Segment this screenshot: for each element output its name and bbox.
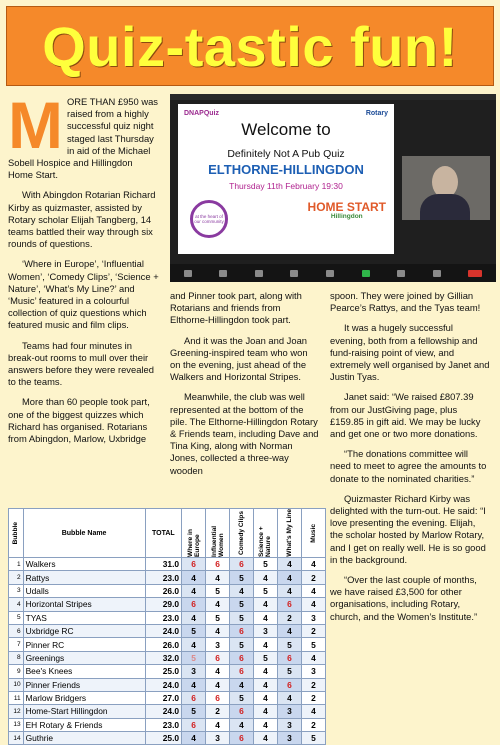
michael-sobell-logo: at the heart of our community [190, 200, 228, 238]
round-score: 4 [206, 665, 230, 678]
total-score: 23.0 [145, 718, 181, 731]
round-score: 3 [277, 718, 301, 731]
bubble-name: Marlow Bridgers [23, 691, 145, 704]
mute-icon[interactable] [184, 270, 192, 277]
score-table [8, 508, 326, 745]
round-score: 4 [253, 678, 277, 691]
total-score: 25.0 [145, 665, 181, 678]
table-row [9, 638, 326, 651]
rotary-logo: Rotary [365, 110, 388, 117]
round-score: 6 [230, 705, 254, 718]
round-score: 5 [253, 558, 277, 571]
round-score: 6 [277, 598, 301, 611]
round-score: 6 [182, 691, 206, 704]
round-score: 5 [182, 651, 206, 664]
total-score: 23.0 [145, 611, 181, 624]
table-row [9, 571, 326, 584]
total-score: 25.0 [145, 732, 181, 745]
round-score: 4 [301, 651, 325, 664]
table-header-row [9, 509, 326, 558]
article-column-2 [170, 290, 320, 485]
reactions-icon[interactable] [433, 270, 441, 277]
round-score: 5 [301, 732, 325, 745]
total-score: 29.0 [145, 598, 181, 611]
security-icon[interactable] [255, 270, 263, 277]
round-score: 5 [253, 651, 277, 664]
bubble-name: EH Rotary & Friends [23, 718, 145, 731]
bubble-name: Pinner RC [23, 638, 145, 651]
round-score: 6 [230, 624, 254, 637]
header-round: Music [301, 509, 325, 558]
round-score: 4 [253, 665, 277, 678]
round-score: 3 [301, 611, 325, 624]
bubble-number: 1 [9, 558, 24, 571]
bubble-number: 3 [9, 584, 24, 597]
round-score: 4 [206, 571, 230, 584]
total-score: 24.0 [145, 624, 181, 637]
round-score: 2 [277, 611, 301, 624]
paragraph: With Abingdon Rotarian Richard Kirby as quizmaster, assisted by Rotary scholar Elijah Tangberg, 14 teams battled their way through six rounds of questions. [8, 189, 156, 250]
round-score: 6 [230, 665, 254, 678]
slide-club-name: ELTHORNE-HILLINGDON [208, 162, 364, 177]
leave-button[interactable] [468, 270, 482, 277]
round-score: 2 [301, 718, 325, 731]
bubble-number: 2 [9, 571, 24, 584]
paragraph: Teams had four minutes in break-out rooms to mull over their answers before they were revealed to the teams. [8, 339, 154, 388]
round-score: 4 [277, 691, 301, 704]
round-score: 5 [206, 611, 230, 624]
round-score: 5 [277, 665, 301, 678]
paragraph: Janet said: “We raised £807.39 from our JustGiving page, plus £159.85 in gift aid. We may be lucky and get one or two more donations. [330, 391, 481, 440]
table-row [9, 558, 326, 571]
round-score: 5 [230, 598, 254, 611]
paragraph: “Over the last couple of months, we have raised £3,500 for other organisations, including Rotary, church, and the Women’s Institute.” [330, 574, 478, 622]
round-score: 4 [206, 598, 230, 611]
video-icon[interactable] [219, 270, 227, 277]
slide-welcome: Welcome to [241, 120, 331, 139]
table-row [9, 732, 326, 745]
round-score: 5 [230, 571, 254, 584]
lead-text: was raised from a highly successful quiz night staged last Thursday in aid of the Michael Sobell Hospice and Hillingdon Home Start. [8, 96, 158, 181]
round-score: 3 [277, 732, 301, 745]
table-row [9, 665, 326, 678]
round-score: 3 [206, 732, 230, 745]
bubble-number: 12 [9, 705, 24, 718]
dnap-quiz-logo: DNAPQuiz [184, 110, 219, 117]
round-score: 6 [230, 558, 254, 571]
table-row [9, 718, 326, 731]
paragraph: and Pinner took part, along with Rotarians and friends from Elthorne-Hillingdon took part. [170, 290, 302, 326]
record-icon[interactable] [397, 270, 405, 277]
drop-cap: M [8, 88, 63, 162]
header-round: Comedy Clips [230, 509, 254, 558]
round-score: 6 [182, 718, 206, 731]
round-score: 2 [301, 624, 325, 637]
round-score: 4 [277, 558, 301, 571]
chat-icon[interactable] [326, 270, 334, 277]
round-score: 4 [253, 571, 277, 584]
round-score: 6 [206, 651, 230, 664]
round-score: 4 [253, 638, 277, 651]
round-score: 2 [301, 678, 325, 691]
paragraph: ‘Where in Europe’, ‘Influential Women’, ‘Comedy Clips’, ‘Science + Nature’, ‘What’s My Line?’ and ‘Music’ featured in a colourful collection of quiz questions which featured music and film clips. [8, 258, 159, 331]
round-score: 4 [253, 718, 277, 731]
round-score: 4 [230, 718, 254, 731]
round-score: 2 [206, 705, 230, 718]
total-score: 24.0 [145, 705, 181, 718]
share-screen-icon[interactable] [362, 270, 370, 277]
slide-quiz-name: Definitely Not A Pub Quiz [227, 148, 345, 160]
table-row [9, 678, 326, 691]
round-score: 4 [253, 611, 277, 624]
zoom-toolbar [170, 264, 496, 282]
lead-caps: ORE THAN £950 [66, 96, 139, 107]
round-score: 4 [253, 705, 277, 718]
round-score: 4 [182, 571, 206, 584]
bubble-name: TYAS [23, 611, 145, 624]
bubble-name: Walkers [23, 558, 145, 571]
header-round: What's My Line [277, 509, 301, 558]
bubble-name: Rattys [23, 571, 145, 584]
total-score: 31.0 [145, 558, 181, 571]
table-row [9, 598, 326, 611]
round-score: 4 [182, 584, 206, 597]
header-bubble-name: Bubble Name [23, 509, 145, 558]
round-score: 6 [182, 558, 206, 571]
round-score: 4 [206, 624, 230, 637]
round-score: 3 [277, 705, 301, 718]
total-score: 32.0 [145, 651, 181, 664]
round-score: 6 [206, 691, 230, 704]
round-score: 4 [182, 678, 206, 691]
bubble-number: 11 [9, 691, 24, 704]
round-score: 4 [182, 732, 206, 745]
bubble-number: 9 [9, 665, 24, 678]
table-row [9, 691, 326, 704]
bubble-name: Horizontal Stripes [23, 598, 145, 611]
bubble-name: Home-Start Hillingdon [23, 705, 145, 718]
total-score: 26.0 [145, 584, 181, 597]
paragraph: “The donations committee will need to meet to agree the amounts to donate to the nominated charities.” [330, 448, 487, 484]
round-score: 6 [277, 651, 301, 664]
round-score: 4 [253, 691, 277, 704]
bubble-name: Bee's Knees [23, 665, 145, 678]
paragraph: More than 60 people took part, one of the biggest quizzes which Richard has organised. Rotarians from Abingdon, Marlow, Uxbridge [8, 396, 150, 445]
round-score: 3 [301, 665, 325, 678]
table-row [9, 624, 326, 637]
zoom-top-bar [170, 94, 496, 100]
lead-paragraph [8, 88, 160, 181]
bubble-name: Greenings [23, 651, 145, 664]
table-row [9, 584, 326, 597]
page-title: Quiz-tastic fun! [42, 14, 458, 78]
bubble-number: 8 [9, 651, 24, 664]
round-score: 2 [301, 691, 325, 704]
score-table-body [9, 558, 326, 745]
round-score: 4 [301, 558, 325, 571]
participant-body [420, 194, 470, 220]
home-start-name: HOME START [307, 200, 386, 214]
round-score: 4 [301, 584, 325, 597]
header-round: Where in Europe [182, 509, 206, 558]
header-round: Science + Nature [253, 509, 277, 558]
header-bubble-number: Bubble [9, 509, 24, 558]
round-score: 4 [230, 584, 254, 597]
round-score: 4 [182, 611, 206, 624]
home-start-logo [308, 202, 386, 220]
bubble-number: 13 [9, 718, 24, 731]
round-score: 5 [182, 624, 206, 637]
title-banner [6, 6, 494, 86]
bubble-number: 5 [9, 611, 24, 624]
round-score: 4 [206, 678, 230, 691]
total-score: 26.0 [145, 638, 181, 651]
zoom-screenshot [170, 94, 496, 282]
header-round: Influential Women [206, 509, 230, 558]
table-row [9, 651, 326, 664]
round-score: 5 [206, 584, 230, 597]
round-score: 3 [253, 624, 277, 637]
bubble-number: 7 [9, 638, 24, 651]
round-score: 4 [230, 678, 254, 691]
table-row [9, 611, 326, 624]
round-score: 6 [230, 651, 254, 664]
total-score: 24.0 [145, 678, 181, 691]
total-score: 27.0 [145, 691, 181, 704]
round-score: 4 [253, 732, 277, 745]
round-score: 4 [301, 705, 325, 718]
paragraph: Meanwhile, the club was well represented at the bottom of the pile. The Elthorne-Hillingdon Rotary & Friends team, including Dave and Tina King, along with Norman Jones, collected a three-way wooden [170, 391, 319, 476]
quiz-welcome-slide [178, 104, 394, 254]
bubble-number: 10 [9, 678, 24, 691]
round-score: 6 [206, 558, 230, 571]
paragraph: It was a hugely successful evening, both from a fellowship and fund-raising point of view, and extremely well organised by Janet and Justin Tyas. [330, 322, 490, 383]
paragraph: Quizmaster Richard Kirby was delighted with the turn-out. He said: “I love presenting the evening. Elijah, the scholar hosted by Marlow Rotary, and I get on really well. He is so good in the background. [330, 492, 486, 565]
round-score: 4 [277, 571, 301, 584]
round-score: 5 [182, 705, 206, 718]
round-score: 4 [253, 598, 277, 611]
paragraph: spoon. They were joined by Gillian Pearce’s Rattys, and the Tyas team! [330, 290, 481, 314]
round-score: 5 [230, 638, 254, 651]
bubble-number: 14 [9, 732, 24, 745]
round-score: 5 [301, 638, 325, 651]
participant-video [402, 156, 490, 220]
bubble-number: 4 [9, 598, 24, 611]
header-total: TOTAL [145, 509, 181, 558]
paragraph: And it was the Joan and Joan Greening-inspired team who won on the evening, just ahead of the Walkers and Horizontal Stripes. [170, 334, 308, 383]
bubble-name: Pinner Friends [23, 678, 145, 691]
round-score: 4 [182, 638, 206, 651]
round-score: 5 [230, 611, 254, 624]
round-score: 5 [253, 584, 277, 597]
round-score: 4 [301, 598, 325, 611]
round-score: 5 [277, 638, 301, 651]
round-score: 2 [301, 571, 325, 584]
home-start-place: Hillingdon [330, 213, 363, 220]
round-score: 5 [230, 691, 254, 704]
round-score: 4 [206, 718, 230, 731]
round-score: 4 [277, 584, 301, 597]
round-score: 6 [230, 732, 254, 745]
participants-icon[interactable] [290, 270, 298, 277]
round-score: 6 [277, 678, 301, 691]
round-score: 4 [277, 624, 301, 637]
bubble-name: Uxbridge RC [23, 624, 145, 637]
round-score: 6 [182, 598, 206, 611]
round-score: 3 [206, 638, 230, 651]
article-column-1 [8, 88, 160, 453]
bubble-name: Guthrie [23, 732, 145, 745]
total-score: 23.0 [145, 571, 181, 584]
bubble-name: Udalls [23, 584, 145, 597]
slide-date: Thursday 11th February 19:30 [229, 181, 343, 191]
article-column-3 [330, 290, 490, 631]
round-score: 3 [182, 665, 206, 678]
bubble-number: 6 [9, 624, 24, 637]
